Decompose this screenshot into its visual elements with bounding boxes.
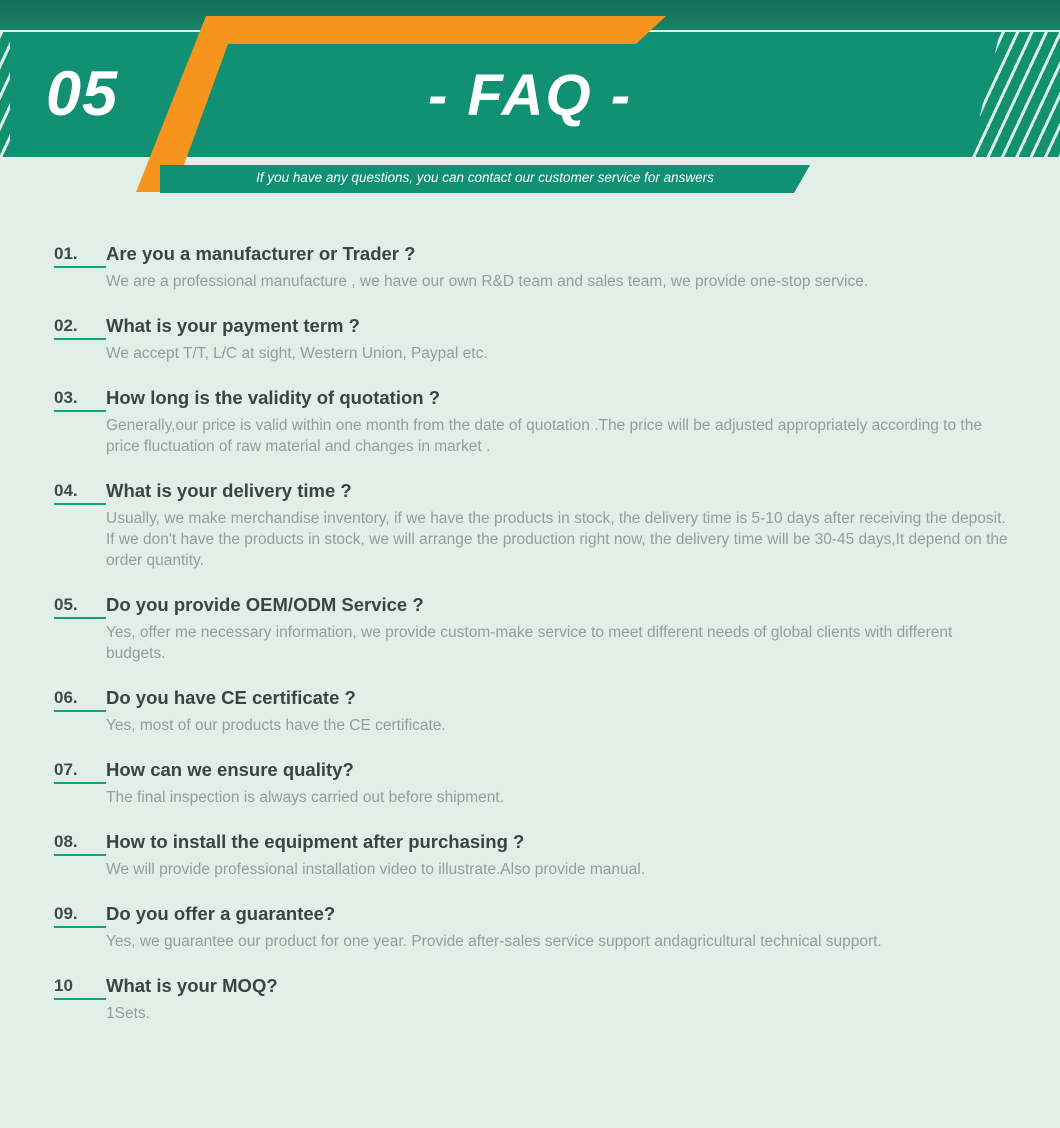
faq-body xyxy=(106,902,1016,952)
faq-answer xyxy=(106,931,1016,952)
faq-answer xyxy=(106,715,1016,736)
faq-question: How to install the equipment after purchasing ? xyxy=(106,831,525,852)
faq-answer-line: Yes, most of our products have the CE certificate. xyxy=(106,717,446,734)
faq-question: What is your MOQ? xyxy=(106,975,278,996)
faq-number: 04. xyxy=(54,480,106,505)
faq-answer-line: Usually, we make merchandise inventory, if we have the products in stock, the delivery time is 5-10 days after receiving the deposit. xyxy=(106,510,1006,527)
faq-body xyxy=(106,593,1016,664)
faq-item xyxy=(54,686,1016,736)
faq-answer xyxy=(106,343,1016,364)
faq-answer xyxy=(106,787,1016,808)
faq-body xyxy=(106,242,1016,292)
faq-question: Do you offer a guarantee? xyxy=(106,903,336,924)
faq-answer xyxy=(106,508,1016,571)
faq-answer xyxy=(106,415,1016,457)
faq-item xyxy=(54,386,1016,457)
faq-question: Do you have CE certificate ? xyxy=(106,687,356,708)
faq-item xyxy=(54,314,1016,364)
faq-number: 09. xyxy=(54,903,106,928)
faq-answer-line: We accept T/T, L/C at sight, Western Union, Paypal etc. xyxy=(106,345,488,362)
faq-list xyxy=(0,200,1060,1024)
faq-item xyxy=(54,758,1016,808)
faq-number: 02. xyxy=(54,315,106,340)
faq-answer xyxy=(106,1003,1016,1024)
faq-body xyxy=(106,830,1016,880)
faq-number: 05. xyxy=(54,594,106,619)
faq-number: 07. xyxy=(54,759,106,784)
section-number: 05 xyxy=(46,59,119,129)
faq-item xyxy=(54,479,1016,571)
faq-answer xyxy=(106,859,1016,880)
faq-question: Are you a manufacturer or Trader ? xyxy=(106,243,416,264)
faq-answer-line: The final inspection is always carried out before shipment. xyxy=(106,789,505,806)
faq-answer-line: Yes, we guarantee our product for one year. Provide after-sales service support andagricultural technical support. xyxy=(106,933,882,950)
faq-body xyxy=(106,314,1016,364)
faq-number: 03. xyxy=(54,387,106,412)
faq-item xyxy=(54,974,1016,1024)
faq-question: How long is the validity of quotation ? xyxy=(106,387,441,408)
faq-number: 08. xyxy=(54,831,106,856)
faq-number: 10 xyxy=(54,975,106,1000)
faq-item xyxy=(54,902,1016,952)
faq-number: 06. xyxy=(54,687,106,712)
faq-header-banner xyxy=(0,0,1060,200)
faq-answer xyxy=(106,622,1016,664)
faq-question: What is your payment term ? xyxy=(106,315,360,336)
faq-body xyxy=(106,974,1016,1024)
faq-answer-line: We will provide professional installation video to illustrate.Also provide manual. xyxy=(106,861,646,878)
faq-body xyxy=(106,479,1016,571)
faq-body xyxy=(106,758,1016,808)
faq-answer xyxy=(106,271,1016,292)
faq-item xyxy=(54,593,1016,664)
faq-answer-line: If we don't have the products in stock, we will arrange the production right now, the delivery time will be 30-45 days,It depend on the order quantity. xyxy=(106,531,1008,569)
faq-number: 01. xyxy=(54,243,106,268)
faq-item xyxy=(54,830,1016,880)
faq-body xyxy=(106,686,1016,736)
faq-answer-line: Generally,our price is valid within one month from the date of quotation .The price will be adjusted appropriately according to the price fluctuation of raw material and changes in market . xyxy=(106,417,982,455)
faq-answer-line: We are a professional manufacture , we have our own R&D team and sales team, we provide one-stop service. xyxy=(106,273,869,290)
faq-item xyxy=(54,242,1016,292)
faq-answer-line: Yes, offer me necessary information, we provide custom-make service to meet different needs of global clients with different budgets. xyxy=(106,624,953,662)
faq-question: Do you provide OEM/ODM Service ? xyxy=(106,594,424,615)
subtitle-text: If you have any questions, you can contact our customer service for answers xyxy=(256,170,714,185)
faq-body xyxy=(106,386,1016,457)
faq-answer-line: 1Sets. xyxy=(106,1005,150,1022)
page-title: - FAQ - xyxy=(427,63,633,128)
faq-question: How can we ensure quality? xyxy=(106,759,354,780)
faq-question: What is your delivery time ? xyxy=(106,480,352,501)
